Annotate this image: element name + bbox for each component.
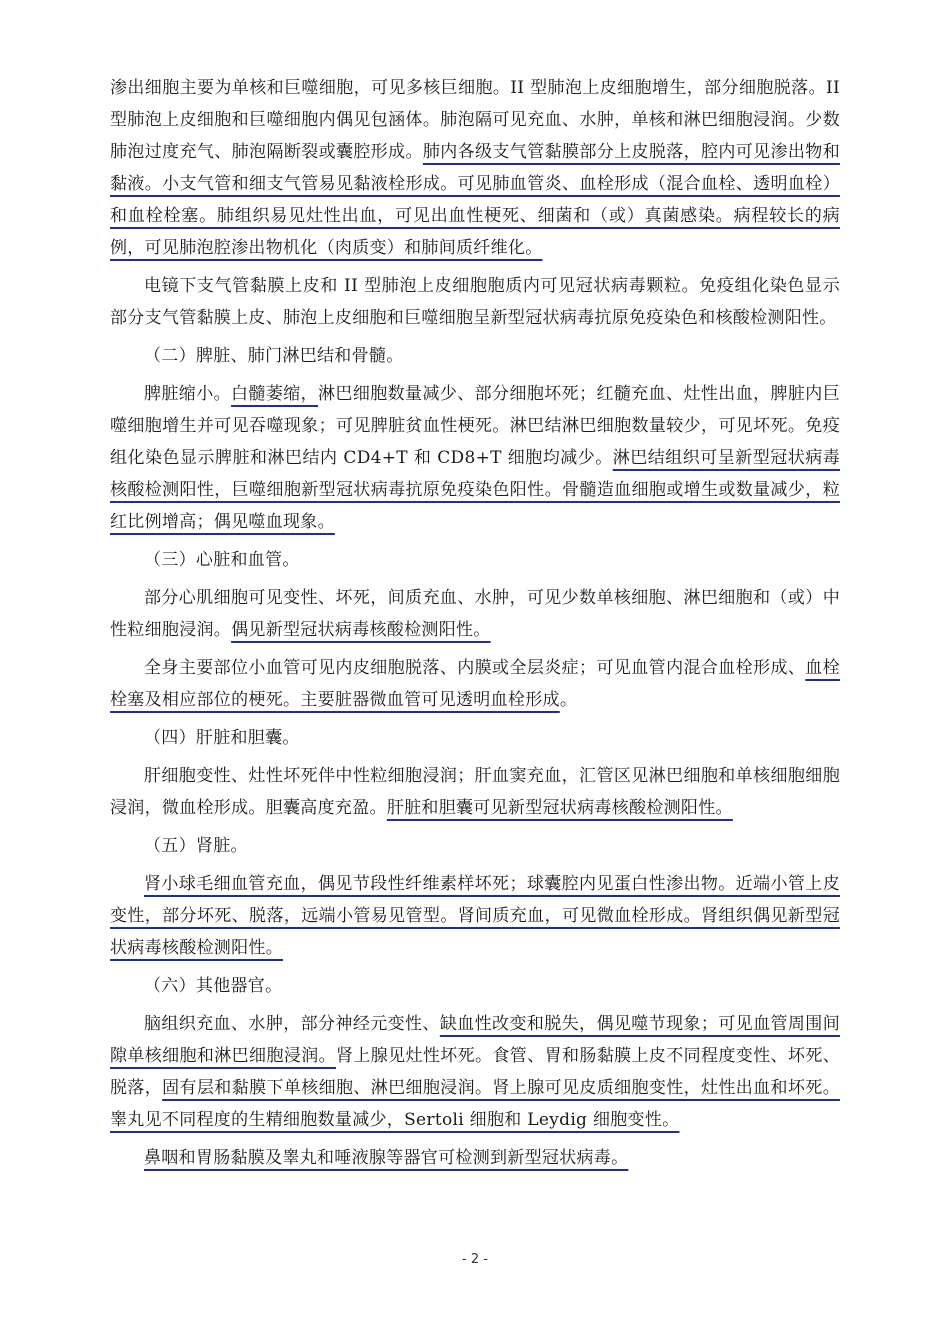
paragraph	[110, 270, 840, 334]
paragraph	[110, 72, 840, 264]
text-run: 全身主要部位小血管可见内皮细胞脱落、内膜或全层炎症；可见血管内混合血栓形成、	[144, 658, 806, 678]
text-run: 部分心肌细胞可见变性、坏死，间质充血、水肿，可见少数单核细胞、淋巴细胞和（或）中性粒细胞浸润。	[110, 588, 840, 640]
text-run: 脾脏缩小。	[144, 384, 232, 404]
paragraph	[110, 830, 840, 862]
text-run: （四）肝脏和胆囊。	[144, 728, 300, 748]
underlined-text: 肝脏和胆囊可见新型冠状病毒核酸检测阳性。	[386, 798, 733, 818]
paragraph	[110, 582, 840, 646]
text-run: 肾上腺见灶性坏死。食管、胃和肠黏膜上皮不同程度变性、坏死、脱落，	[110, 1046, 840, 1098]
text-run: 脑组织充血、水肿，部分神经元变性、	[144, 1014, 440, 1034]
underlined-text: 血栓栓塞及相应部位的梗死。主要脏器微血管可见透明血栓形成	[110, 658, 840, 710]
underlined-text: 偶见新型冠状病毒核酸检测阳性。	[231, 620, 491, 640]
paragraph	[110, 1142, 840, 1174]
text-run: （五）肾脏。	[144, 836, 248, 856]
text-run: 淋巴细胞数量减少、部分细胞坏死；红髓充血、灶性出血，脾脏内巨噬细胞增生并可见吞噬现象；可见脾脏贫血性梗死。淋巴结淋巴细胞数量较少，可见坏死。免疫组化染色显示脾脏和淋巴结内 CD4+T 和 CD8+T 细胞均减少。	[110, 384, 841, 468]
text-run: 肝细胞变性、灶性坏死伴中性粒细胞浸润；肝血窦充血，汇管区见淋巴细胞和单核细胞细胞浸润，微血栓形成。胆囊高度充盈。	[110, 766, 840, 818]
underlined-text: 淋巴结组织可呈新型冠状病毒核酸检测阳性，巨噬细胞新型冠状病毒抗原免疫染色阳性。骨髓造血细胞或增生或数量减少，粒红比例增高；偶见噬血现象。	[110, 448, 841, 532]
text-run: （二）脾脏、肺门淋巴结和骨髓。	[144, 346, 404, 366]
text-run: （三）心脏和血管。	[144, 550, 300, 570]
paragraph	[110, 378, 840, 538]
underlined-text: 鼻咽和胃肠黏膜及睾丸和唾液腺等器官可检测到新型冠状病毒。	[144, 1148, 629, 1168]
paragraph	[110, 652, 840, 716]
paragraph	[110, 722, 840, 754]
paragraph	[110, 760, 840, 824]
paragraph	[110, 340, 840, 372]
text-run: 。	[559, 690, 578, 710]
page-number: - 2 -	[462, 1252, 488, 1267]
paragraph	[110, 544, 840, 576]
underlined-text: 固有层和黏膜下单核细胞、淋巴细胞浸润。肾上腺可见皮质细胞变性，灶性出血和坏死。睾丸见不同程度的生精细胞数量减少，Sertoli 细胞和 Leydig 细胞变性。	[110, 1078, 840, 1130]
underlined-text: 肺内各级支气管黏膜部分上皮脱落，腔内可见渗出物和黏液。小支气管和细支气管易见黏液栓形成。可见肺血管炎、血栓形成（混合血栓、透明血栓）和血栓栓塞。肺组织易见灶性出血，可见出血性梗死、细菌和（或）真菌感染。病程较长的病例，可见肺泡腔渗出物机化（肉质变）和肺间质纤维化。	[110, 142, 840, 258]
paragraph	[110, 1008, 840, 1136]
underlined-text: 缺血性改变和脱失，偶见噬节现象；可见血管周围间隙单核细胞和淋巴细胞浸润。	[110, 1014, 840, 1066]
text-run: （六）其他器官。	[144, 976, 283, 996]
text-run: 电镜下支气管黏膜上皮和 II 型肺泡上皮细胞胞质内可见冠状病毒颗粒。免疫组化染色显示部分支气管黏膜上皮、肺泡上皮细胞和巨噬细胞呈新型冠状病毒抗原免疫染色和核酸检测阳性。	[110, 276, 840, 328]
paragraph	[110, 868, 840, 964]
underlined-text: 肾小球毛细血管充血，偶见节段性纤维素样坏死；球囊腔内见蛋白性渗出物。近端小管上皮变性，部分坏死、脱落，远端小管易见管型。肾间质充血，可见微血栓形成。肾组织偶见新型冠状病毒核酸检测阳性。	[110, 874, 840, 958]
document-body	[110, 72, 840, 1180]
paragraph	[110, 970, 840, 1002]
text-run: 渗出细胞主要为单核和巨噬细胞，可见多核巨细胞。II 型肺泡上皮细胞增生，部分细胞脱落。II 型肺泡上皮细胞和巨噬细胞内偶见包涵体。肺泡隔可见充血、水肿，单核和淋巴细胞浸润。少数肺泡过度充气、肺泡隔断裂或囊腔形成。	[110, 78, 840, 162]
underlined-text: 白髓萎缩，	[231, 384, 319, 404]
